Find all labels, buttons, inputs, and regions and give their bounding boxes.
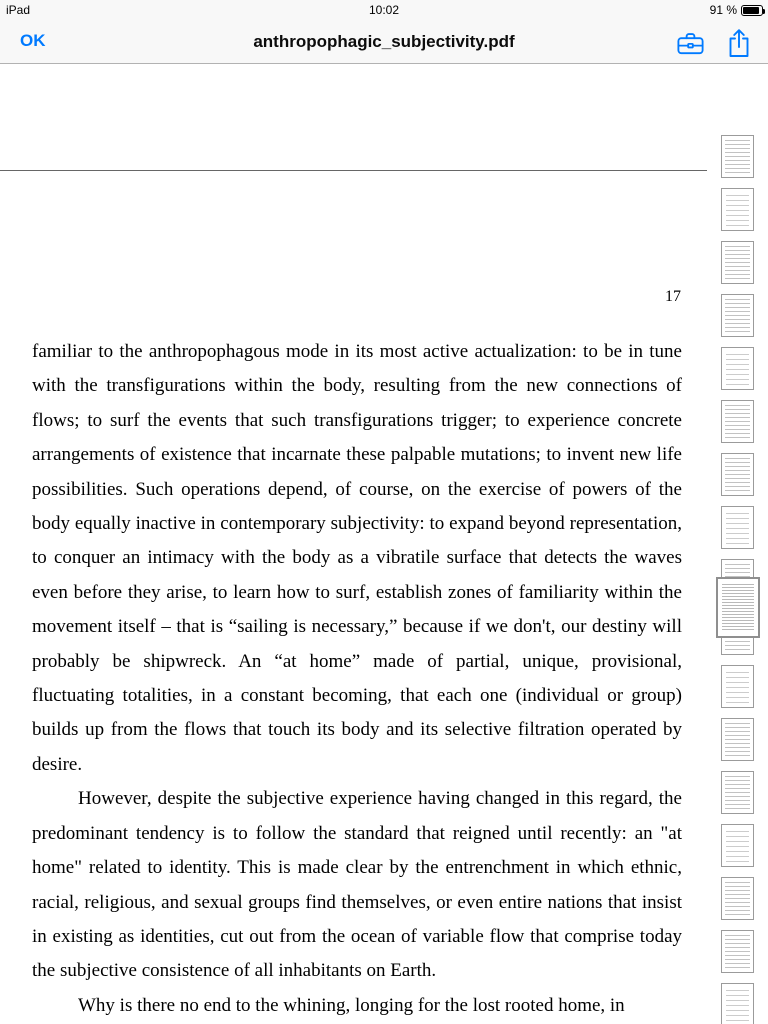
page-thumbnail[interactable] — [721, 771, 754, 814]
page-thumbnail[interactable] — [721, 135, 754, 178]
page-text — [32, 335, 682, 1023]
paragraph: However, despite the subjective experience having changed in this regard, the predominant tendency is to follow the standard that reigned until recently: an "at home" related to identity. This is made clear by the entrenchment in which ethnic, racial, religious, and sexual groups find themselves, or even entire nations that insist in existing as identities, cut out from the ocean of variable flow that comprise today the subjective consistence of all inhabitants on Earth. — [32, 788, 682, 982]
share-button[interactable] — [724, 26, 754, 60]
battery-nub — [763, 9, 765, 14]
thumbnail-preview-lines — [725, 458, 750, 491]
thumbnail-preview-lines — [722, 584, 754, 631]
previous-page-bottom — [0, 64, 707, 170]
selected-page-thumbnail[interactable] — [716, 577, 760, 638]
page-thumbnail[interactable] — [721, 983, 754, 1024]
thumbnail-preview-lines — [725, 299, 750, 332]
thumbnail-preview-lines — [725, 723, 750, 756]
briefcase-icon — [675, 30, 706, 57]
thumbnail-preview-lines — [725, 246, 750, 279]
pdf-page — [0, 171, 707, 1024]
page-number: 17 — [665, 288, 681, 305]
thumbnail-preview-lines — [725, 935, 750, 968]
status-bar — [0, 0, 768, 20]
pdf-content-area[interactable] — [0, 64, 768, 1024]
thumbnail-preview-lines — [725, 140, 750, 173]
page-thumbnail[interactable] — [721, 188, 754, 231]
thumbnail-preview-lines — [726, 672, 749, 703]
page-thumbnail[interactable] — [721, 824, 754, 867]
battery-fill — [743, 7, 759, 14]
page-thumbnail[interactable] — [721, 877, 754, 920]
page-thumbnail[interactable] — [721, 241, 754, 284]
carrier-label: iPad — [6, 3, 31, 17]
page-thumbnail[interactable] — [721, 347, 754, 390]
nav-actions — [673, 26, 754, 60]
battery-percent-label: 91 % — [709, 3, 737, 17]
paragraph: Why is there no end to the whining, longing for the lost rooted home, in — [78, 994, 625, 1016]
thumbnail-strip — [707, 128, 768, 1024]
page-thumbnail[interactable] — [721, 930, 754, 973]
page-thumbnail[interactable] — [721, 665, 754, 708]
nav-bar — [0, 20, 768, 64]
thumbnail-preview-lines — [726, 354, 749, 385]
ok-button[interactable]: OK — [20, 31, 46, 50]
page-thumbnail[interactable] — [721, 506, 754, 549]
page-thumbnail[interactable] — [721, 400, 754, 443]
thumbnail-preview-lines — [726, 195, 749, 226]
share-icon — [726, 28, 752, 58]
briefcase-button[interactable] — [673, 28, 708, 59]
paragraph: familiar to the anthropophagous mode in its most active actualization: to be in tune with the transfigurations within the body, resulting from the new connections of flows; to surf the events that such transfigurations trigger; to experience concrete arrangements of existence that incarnate these palpable mutations; to invent new life possibilities. Such operations depend, of course, on the exercise of powers of the body equally inactive in contemporary subjectivity: to expand beyond representation, to conquer an intimacy with the body as a vibratile surface that detects the waves even before they arise, to learn how to surf, establish zones of familiarity within the movement itself – that is “sailing is necessary,” because if we don't, our destiny will probably be shipwreck. An “at home” made of partial, unique, provisional, fluctuating totalities, in a constant becoming, that each one (individual or group) builds up from the flows that touch its body and its selective filtration operated by desire. — [32, 341, 682, 775]
thumbnail-preview-lines — [726, 990, 749, 1021]
thumbnail-preview-lines — [725, 405, 750, 438]
page-thumbnail[interactable] — [721, 718, 754, 761]
page-thumbnail[interactable] — [721, 453, 754, 496]
battery-area — [710, 3, 763, 17]
clock-label: 10:02 — [368, 3, 400, 17]
document-title: anthropophagic_subjectivity.pdf — [253, 32, 515, 51]
thumbnail-preview-lines — [725, 882, 750, 915]
thumbnail-preview-lines — [726, 513, 749, 544]
thumbnail-preview-lines — [725, 776, 750, 809]
thumbnail-preview-lines — [726, 831, 749, 862]
page-thumbnail[interactable] — [721, 294, 754, 337]
battery-icon — [741, 5, 763, 16]
